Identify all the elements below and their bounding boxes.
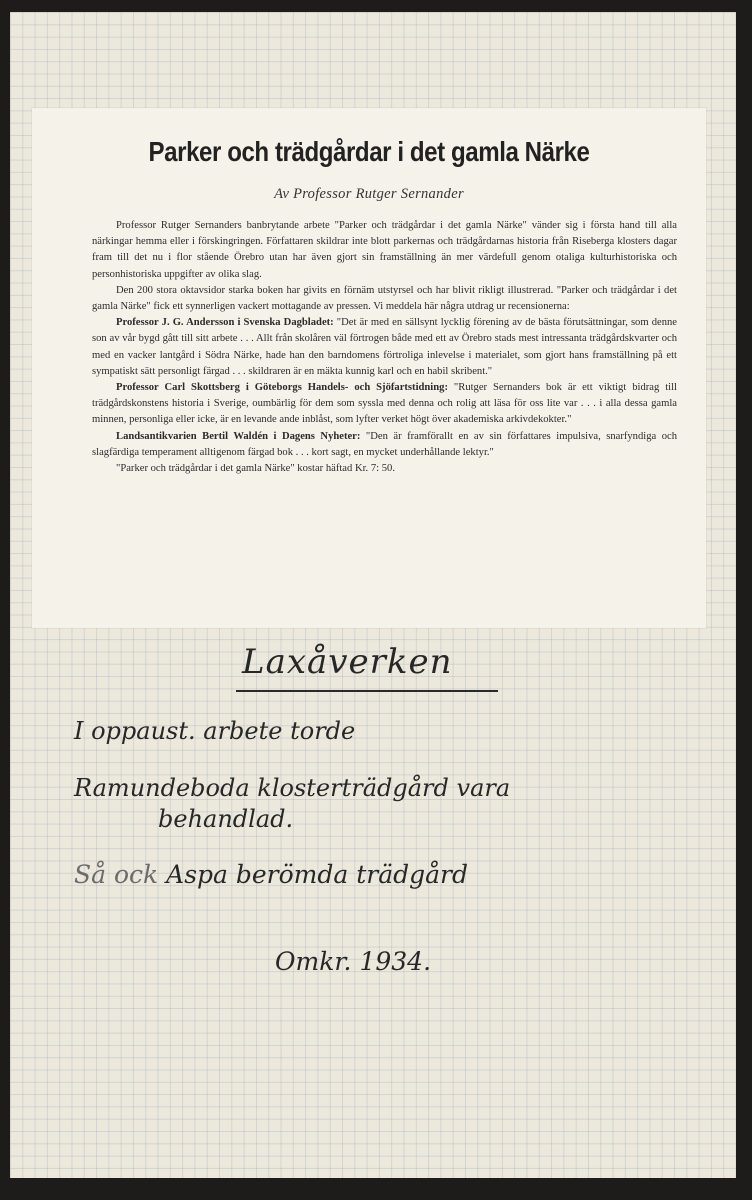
ink-text: Aspa berömda trädgård bbox=[158, 860, 469, 889]
pencil-text: Så ock bbox=[74, 860, 159, 889]
handwritten-title: Laxåverken bbox=[242, 642, 453, 682]
clipping-price: "Parker och trädgårdar i det gamla Närke" kostar häftad Kr. 7: 50. bbox=[116, 463, 395, 475]
clipping-body bbox=[92, 218, 677, 477]
review-quote: "Rutger Sernanders bok är ett viktigt bidrag till trädgårdskonstens historia i Sverige, oumbärlig för dem som syssla med denna och rolig att läsa för oss lite var . . . i alla dessa gamla minnen, personliga eller icke, är en levande ande inblåst, som lyfter verket högt över akademiska arkivdekokter." bbox=[92, 382, 677, 426]
handwritten-line: behandlad. bbox=[158, 805, 294, 833]
review-skottsberg bbox=[92, 380, 677, 429]
review-source: Professor Carl Skottsberg i Göteborgs Handels- och Sjöfartstidning: bbox=[116, 382, 448, 394]
clipping-paragraph-intro: Professor Rutger Sernanders banbrytande arbete "Parker och trädgårdar i det gamla Närke" vänder sig i första hand till alla närkingar hemma eller i förskingringen. Författaren skildrar inte blott parkernas och trädgårdarnas historia från Riseberga klosters dagar fram till det nu i flor stående Örebro utan har även gjort sin framställning än mer värdefull genom otaliga kulturhistoriska och personhistoriska uppgifter av olika slag. bbox=[92, 220, 677, 280]
graph-paper-sheet bbox=[10, 12, 736, 1178]
review-quote: "Det är med en sällsynt lycklig förening av de bästa förutsättningar, som denne son av vår bygd gått till sitt arbete . . . Allt från skolåren väl förtrogen både med ett av Örebro stads mest intressanta trädgårdskvarter och med en vacker lantgård i Södra Närke, hade han den barndomens förtroliga inlevelse i materialet, som gjort hans framställning på ett sympatiskt sätt personligt färgad . . . skildraren är en mäktа kunnig karl och en habil skribent." bbox=[92, 317, 677, 377]
review-walden bbox=[92, 429, 677, 461]
handwritten-date: Omkr. 1934. bbox=[275, 947, 432, 976]
handwritten-line: Ramundeboda klosterträdgård vara bbox=[74, 774, 511, 802]
title-underline bbox=[236, 690, 498, 692]
newspaper-clipping bbox=[32, 108, 706, 628]
review-andersson bbox=[92, 315, 677, 380]
handwritten-line bbox=[74, 860, 468, 889]
clipping-title: Parker och trädgårdar i det gamla Närke bbox=[148, 136, 590, 167]
review-quote: "Den är framförallt en av sin författares impulsiva, snarfyndiga och slagfärdiga temperament alltigenom färgad bok . . . kort sagt, en mycket underhållande lektyr." bbox=[92, 430, 677, 458]
review-source: Professor J. G. Andersson i Svenska Dagbladet: bbox=[116, 317, 334, 329]
handwritten-line: I oppaust. arbete torde bbox=[74, 717, 356, 745]
clipping-paragraph-press: Den 200 stora oktavsidor starka boken har givits en förnäm utstyrsel och har blivit rikligt illustrerad. "Parker och trädgårdar i det gamla Närke" fick ett synnerligen vackert mottagande av pressen. Vi meddela här några utdrag ur recensionerna: bbox=[92, 284, 677, 313]
clipping-byline: Av Professor Rutger Sernander bbox=[274, 186, 464, 202]
review-source: Landsantikvarien Bertil Waldén i Dagens Nyheter: bbox=[116, 430, 361, 442]
